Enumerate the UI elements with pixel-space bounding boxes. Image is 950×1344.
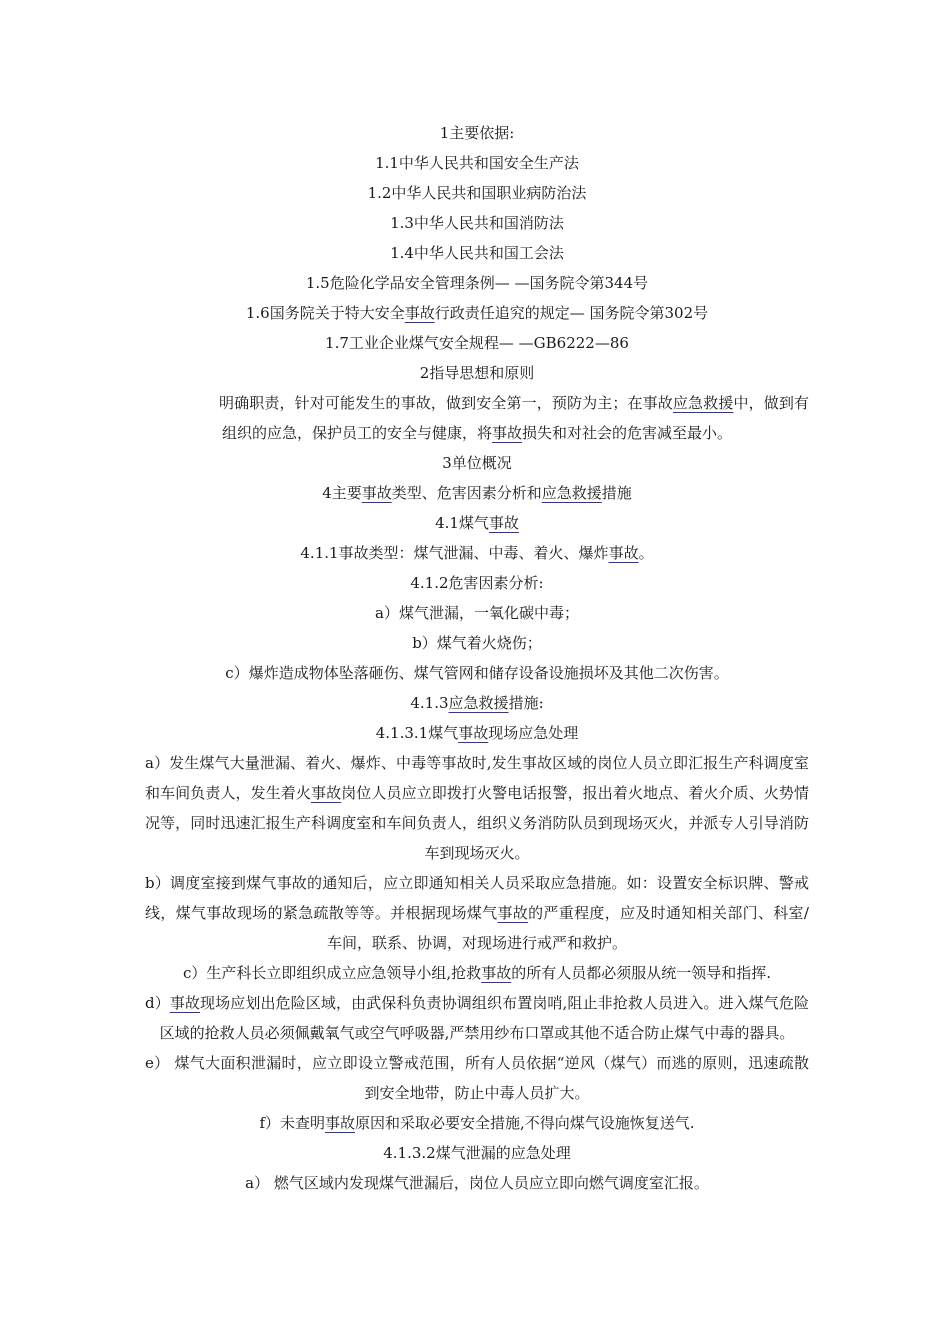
hyperlink-text[interactable]: 应急救援: [672, 394, 734, 412]
paragraph-text: d）: [145, 994, 170, 1012]
paragraph-text: 措施: [601, 484, 632, 502]
document-paragraph: [145, 388, 809, 448]
hyperlink-text[interactable]: 事故: [458, 724, 489, 742]
paragraph-text: a）发生煤气大量泄漏、着火、爆炸、中毒等事故时,发生事故区域的岗位人员立即汇报生产科调度室和车间负责人，发生着火: [145, 754, 809, 802]
paragraph-text: c）爆炸造成物体坠落砸伤、煤气管网和储存设备设施损坏及其他二次伤害。: [225, 664, 729, 682]
paragraph-text: 4.1.1事故类型：煤气泄漏、中毒、着火、爆炸: [300, 544, 609, 562]
paragraph-text: 2指导思想和原则: [419, 364, 535, 382]
hyperlink-text[interactable]: 事故: [497, 904, 529, 922]
document-paragraph: [145, 538, 809, 568]
document-paragraph: [145, 178, 809, 208]
document-paragraph: [145, 238, 809, 268]
paragraph-text: 1主要依据:: [439, 124, 515, 142]
document-paragraph: [145, 868, 809, 958]
paragraph-text: e） 煤气大面积泄漏时，应立即设立警戒范围，所有人员依据“逆风（煤气）而逃的原则，迅速疏散到安全地带，防止中毒人员扩大。: [145, 1054, 809, 1102]
paragraph-text: 措施:: [508, 694, 544, 712]
paragraph-text: b）煤气着火烧伤；: [412, 634, 542, 652]
paragraph-text: 岗位人员应立即拨打火警电话报警，报出着火地点、着火介质、火势情况等，同时迅速汇报生产科调度室和车间负责人，组织义务消防队员到现场灭火，并派专人引导消防车到现场灭火。: [145, 784, 809, 862]
document-paragraph: [145, 1138, 809, 1168]
paragraph-text: c）生产科长立即组织成立应急领导小组,抢救: [183, 964, 482, 982]
document-paragraph: [145, 508, 809, 538]
hyperlink-text[interactable]: 应急救援: [541, 484, 602, 502]
document-body: [145, 118, 809, 1198]
paragraph-text: 1.1中华人民共和国安全生产法: [375, 154, 579, 172]
paragraph-text: 1.6国务院关于特大安全: [245, 304, 405, 322]
hyperlink-text[interactable]: 事故: [404, 304, 435, 322]
document-paragraph: [145, 568, 809, 598]
document-paragraph: [145, 118, 809, 148]
document-paragraph: [145, 748, 809, 868]
paragraph-text: 4.1.2危害因素分析:: [410, 574, 544, 592]
document-paragraph: [145, 328, 809, 358]
paragraph-text: a）煤气泄漏，一氧化碳中毒；: [375, 604, 579, 622]
hyperlink-text[interactable]: 事故: [311, 784, 342, 802]
paragraph-text: 1.4中华人民共和国工会法: [390, 244, 564, 262]
paragraph-text: 明确职责，针对可能发生的事故，做到安全第一，预防为主；在事故: [219, 394, 673, 412]
document-paragraph: [145, 1168, 809, 1198]
document-paragraph: [145, 448, 809, 478]
paragraph-text: b）调度室接到煤气事故的通知后，应立即通知相关人员采取应急措施。如：设置安全标识牌、警戒线，煤气事故现场的紧急疏散等等。并根据现场煤气: [145, 874, 809, 922]
paragraph-text: 1.5危险化学品安全管理条例— —国务院令第344号: [305, 274, 649, 292]
paragraph-text: 4.1.3.2煤气泄漏的应急处理: [383, 1144, 571, 1162]
paragraph-text: f）未查明: [259, 1114, 325, 1132]
hyperlink-text[interactable]: 事故: [488, 514, 519, 532]
paragraph-text: 。: [638, 544, 654, 562]
hyperlink-text[interactable]: 事故: [361, 484, 392, 502]
paragraph-text: 4.1煤气: [435, 514, 489, 532]
document-paragraph: [145, 208, 809, 238]
paragraph-text: 中，做到有组织的应急，保护员工的安全与健康，将: [221, 394, 809, 442]
document-paragraph: [145, 1108, 809, 1138]
document-paragraph: [145, 298, 809, 328]
document-paragraph: [145, 148, 809, 178]
document-paragraph: [145, 598, 809, 628]
paragraph-text: 3单位概况: [442, 454, 512, 472]
hyperlink-text[interactable]: 事故: [325, 1114, 356, 1132]
document-paragraph: [145, 1048, 809, 1108]
document-paragraph: [145, 988, 809, 1048]
paragraph-text: 原因和采取必要安全措施,不得向煤气设施恢复送气.: [355, 1114, 695, 1132]
paragraph-text: 损失和对社会的危害减至最小。: [522, 424, 733, 442]
paragraph-text: 1.7工业企业煤气安全规程— —GB6222—86: [325, 334, 629, 352]
paragraph-text: 4主要: [322, 484, 362, 502]
paragraph-text: 1.3中华人民共和国消防法: [390, 214, 564, 232]
document-paragraph: [145, 718, 809, 748]
document-paragraph: [145, 628, 809, 658]
hyperlink-text[interactable]: 事故: [608, 544, 639, 562]
document-paragraph: [145, 478, 809, 508]
document-paragraph: [145, 688, 809, 718]
paragraph-text: 类型、危害因素分析和: [391, 484, 542, 502]
document-paragraph: [145, 358, 809, 388]
document-paragraph: [145, 958, 809, 988]
paragraph-text: 现场应急处理: [488, 724, 579, 742]
hyperlink-text[interactable]: 事故: [491, 424, 522, 442]
paragraph-text: 4.1.3: [410, 694, 449, 712]
paragraph-text: 1.2中华人民共和国职业病防治法: [367, 184, 587, 202]
document-paragraph: [145, 658, 809, 688]
paragraph-text: a） 燃气区域内发现煤气泄漏后，岗位人员应立即向燃气调度室汇报。: [245, 1174, 709, 1192]
hyperlink-text[interactable]: 事故: [481, 964, 512, 982]
paragraph-text: 现场应划出危险区域，由武保科负责协调组织布置岗哨,阻止非抢救人员进入。进入煤气危险区域的抢救人员必须佩戴氧气或空气呼吸器,严禁用纱布口罩或其他不适合防止煤气中毒的器具。: [159, 994, 809, 1042]
hyperlink-text[interactable]: 应急救援: [448, 694, 509, 712]
paragraph-text: 4.1.3.1煤气: [375, 724, 459, 742]
document-paragraph: [145, 268, 809, 298]
hyperlink-text[interactable]: 事故: [169, 994, 201, 1012]
paragraph-text: 的所有人员都必须服从统一领导和指挥.: [511, 964, 771, 982]
paragraph-text: 的严重程度，应及时通知相关部门、科室/车间，联系、协调，对现场进行戒严和救护。: [326, 904, 809, 952]
paragraph-text: 行政责任追究的规定— 国务院令第302号: [434, 304, 709, 322]
